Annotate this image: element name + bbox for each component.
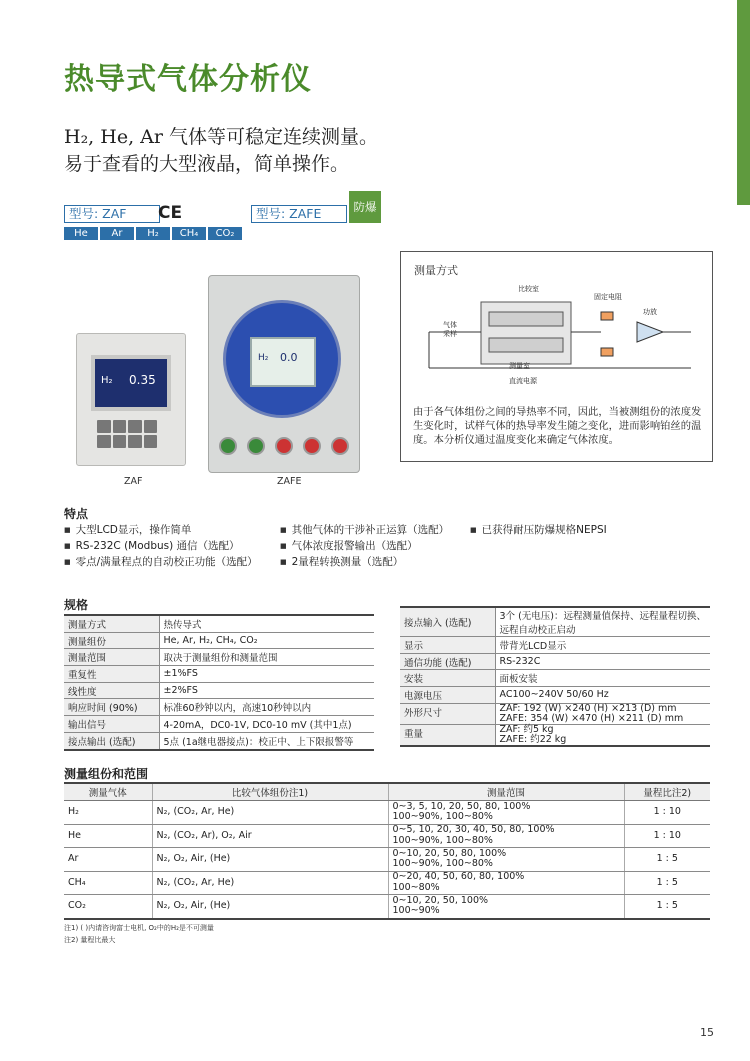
page-title: 热导式气体分析仪: [64, 62, 312, 97]
ranges-header: 测量范围: [388, 783, 624, 801]
ranges-cell: CO₂: [64, 895, 152, 919]
spec-key: 电源电压: [400, 687, 495, 704]
zaf-screen-gas: H₂: [101, 375, 113, 386]
zaf-caption: ZAF: [124, 476, 143, 487]
label-compare-room: 比较室: [518, 285, 539, 293]
zafe-device-image: [208, 275, 360, 473]
spec-row: [400, 637, 710, 654]
spec-value: 3个 (无电压)：远程测量值保持、远程量程切换、远程自动校正启动: [495, 607, 710, 637]
ranges-cell: He: [64, 824, 152, 848]
explosion-proof-badge: 防爆: [349, 191, 381, 223]
zafe-screen-gas: H₂: [258, 353, 269, 363]
ranges-header: 测量气体: [64, 783, 152, 801]
ranges-cell: 0~10, 20, 50, 80, 100% 100~90%, 100~80%: [388, 848, 624, 872]
spec-value: 热传导式: [159, 615, 374, 632]
spec-key: 测量范围: [64, 649, 159, 666]
side-accent-bar: [737, 0, 750, 205]
label-measure-room: 测量室: [509, 362, 530, 370]
ranges-title: 测量组份和范围: [64, 767, 149, 781]
spec-row: [400, 653, 710, 670]
footnote-2: 注2) 量程比最大: [64, 936, 116, 944]
gas-tag: H₂: [136, 227, 170, 240]
spec-key: 响应时间 (90%): [64, 699, 159, 716]
table-row: [64, 848, 710, 872]
spec-row: [64, 682, 374, 699]
ranges-cell: 1 : 5: [624, 848, 710, 872]
ranges-cell: 1 : 5: [624, 895, 710, 919]
spec-row: [64, 716, 374, 733]
label-dc-power: 直流电源: [509, 377, 537, 385]
ranges-cell: N₂, O₂, Air, (He): [152, 895, 388, 919]
zafe-button-green: [247, 437, 265, 455]
ranges-cell: N₂, (CO₂, Ar), O₂, Air: [152, 824, 388, 848]
spec-row: [64, 632, 374, 649]
ranges-cell: 1 : 5: [624, 871, 710, 895]
zaf-keypad: [97, 420, 157, 448]
zafe-button-red: [303, 437, 321, 455]
spec-key: 线性度: [64, 682, 159, 699]
footnote-1: 注1) ( )内请咨询富士电机, O₂中的H₂是不可测量: [64, 924, 214, 932]
zafe-button-green: [219, 437, 237, 455]
ranges-cell: N₂, O₂, Air, (He): [152, 848, 388, 872]
spec-key: 显示: [400, 637, 495, 654]
ranges-cell: 1 : 10: [624, 801, 710, 825]
ranges-header: 比较气体组份注1): [152, 783, 388, 801]
feature-item: ■ RS-232C (Modbus) 通信（选配）: [64, 538, 240, 553]
spec-value: 面板安装: [495, 670, 710, 687]
zafe-caption: ZAFE: [277, 476, 302, 487]
spec-key: 外形尺寸: [400, 703, 495, 724]
gas-tag: CO₂: [208, 227, 242, 240]
spec-value: ±1%FS: [159, 666, 374, 683]
ce-mark: CE: [158, 203, 183, 223]
features-title: 特点: [64, 507, 89, 521]
subtitle-line-1: H₂, He, Ar 气体等可稳定连续测量。: [64, 126, 379, 148]
gas-tag-list: [64, 227, 244, 240]
gas-tag: Ar: [100, 227, 134, 240]
spec-key: 安装: [400, 670, 495, 687]
ranges-table: [64, 782, 710, 920]
label-gas-sample: 气体 采样: [443, 321, 457, 338]
label-fixed-resistor: 固定电阻: [594, 293, 622, 301]
feature-item: ■ 2量程转换测量（选配）: [280, 554, 403, 569]
spec-row: [400, 607, 710, 637]
feature-item: ■ 其他气体的干涉补正运算（选配）: [280, 522, 449, 537]
spec-value: 标准60秒钟以内，高速10秒钟以内: [159, 699, 374, 716]
ranges-cell: H₂: [64, 801, 152, 825]
zafe-screen-value: 0.0: [280, 351, 298, 364]
ranges-cell: N₂, (CO₂, Ar, He): [152, 871, 388, 895]
spec-row: [400, 687, 710, 704]
ranges-cell: 1 : 10: [624, 824, 710, 848]
spec-row: [64, 699, 374, 716]
spec-key: 接点输出 (选配): [64, 732, 159, 749]
measurement-method-box: [400, 251, 713, 462]
spec-value: ZAF: 192 (W) ×240 (H) ×213 (D) mm ZAFE: 354 (W) ×470 (H) ×211 (D) mm: [495, 703, 710, 724]
model-zaf-label: 型号: ZAF: [64, 205, 160, 223]
spec-row: [400, 703, 710, 724]
spec-key: 接点输入 (选配): [400, 607, 495, 637]
zaf-screen: [91, 355, 171, 411]
spec-value: He, Ar, H₂, CH₄, CO₂: [159, 632, 374, 649]
ranges-cell: CH₄: [64, 871, 152, 895]
table-row: [64, 801, 710, 825]
ranges-cell: N₂, (CO₂, Ar, He): [152, 801, 388, 825]
spec-key: 测量方式: [64, 615, 159, 632]
measurement-description: 由于各气体组份之间的导热率不同，因此，当被测组份的浓度发生变化时，试样气体的热导率发生随之变化，进而影响铂丝的温度。本分析仪通过温度变化来确定气体浓度。: [413, 406, 702, 446]
measurement-diagram: [401, 272, 712, 412]
spec-key: 重复性: [64, 666, 159, 683]
zafe-screen: [250, 337, 316, 387]
feature-item: ■ 已获得耐压防爆规格NEPSI: [470, 522, 607, 537]
table-row: [64, 895, 710, 919]
zaf-screen-value: 0.35: [129, 373, 156, 387]
zafe-button-red: [275, 437, 293, 455]
page-number: 15: [700, 1026, 714, 1039]
feature-item: ■ 零点/满量程点的自动校正功能（选配）: [64, 554, 258, 569]
spec-key: 通信功能 (选配): [400, 653, 495, 670]
ranges-cell: 0~5, 10, 20, 30, 40, 50, 80, 100% 100~90%, 100~80%: [388, 824, 624, 848]
model-zafe-label: 型号: ZAFE: [251, 205, 347, 223]
spec-row: [64, 615, 374, 632]
spec-row: [64, 649, 374, 666]
spec-row: [64, 666, 374, 683]
label-amplify: 功放: [643, 308, 657, 316]
subtitle-line-2: 易于查看的大型液晶，简单操作。: [64, 153, 350, 175]
table-row: [64, 871, 710, 895]
spec-key: 输出信号: [64, 716, 159, 733]
ranges-header: 量程比注2): [624, 783, 710, 801]
spec-value: ±2%FS: [159, 682, 374, 699]
zafe-button-red: [331, 437, 349, 455]
feature-item: ■ 大型LCD显示，操作简单: [64, 522, 191, 537]
footnotes: [64, 922, 214, 946]
measurement-title: 测量方式: [414, 264, 458, 277]
spec-table-left: [64, 614, 374, 751]
ranges-cell: 0~20, 40, 50, 60, 80, 100% 100~80%: [388, 871, 624, 895]
spec-row: [64, 732, 374, 749]
feature-item: ■ 气体浓度报警输出（选配）: [280, 538, 418, 553]
spec-key: 重量: [400, 724, 495, 746]
spec-value: AC100~240V 50/60 Hz: [495, 687, 710, 704]
ranges-cell: 0~10, 20, 50, 100% 100~90%: [388, 895, 624, 919]
gas-tag: CH₄: [172, 227, 206, 240]
spec-key: 测量组份: [64, 632, 159, 649]
spec-title: 规格: [64, 598, 89, 612]
ranges-cell: 0~3, 5, 10, 20, 50, 80, 100% 100~90%, 100~80%: [388, 801, 624, 825]
spec-table-right: [400, 606, 710, 747]
spec-value: ZAF: 约5 kg ZAFE: 约22 kg: [495, 724, 710, 746]
zafe-window: [223, 300, 341, 418]
spec-value: 4-20mA，DC0-1V, DC0-10 mV (其中1点): [159, 716, 374, 733]
gas-tag: He: [64, 227, 98, 240]
spec-value: 取决于测量组份和测量范围: [159, 649, 374, 666]
spec-value: 带背光LCD显示: [495, 637, 710, 654]
zaf-device-image: [76, 333, 186, 466]
spec-value: RS-232C: [495, 653, 710, 670]
spec-row: [400, 724, 710, 746]
table-row: [64, 824, 710, 848]
spec-row: [400, 670, 710, 687]
spec-value: 5点 (1a继电器接点)：校正中、上下限报警等: [159, 732, 374, 749]
ranges-cell: Ar: [64, 848, 152, 872]
